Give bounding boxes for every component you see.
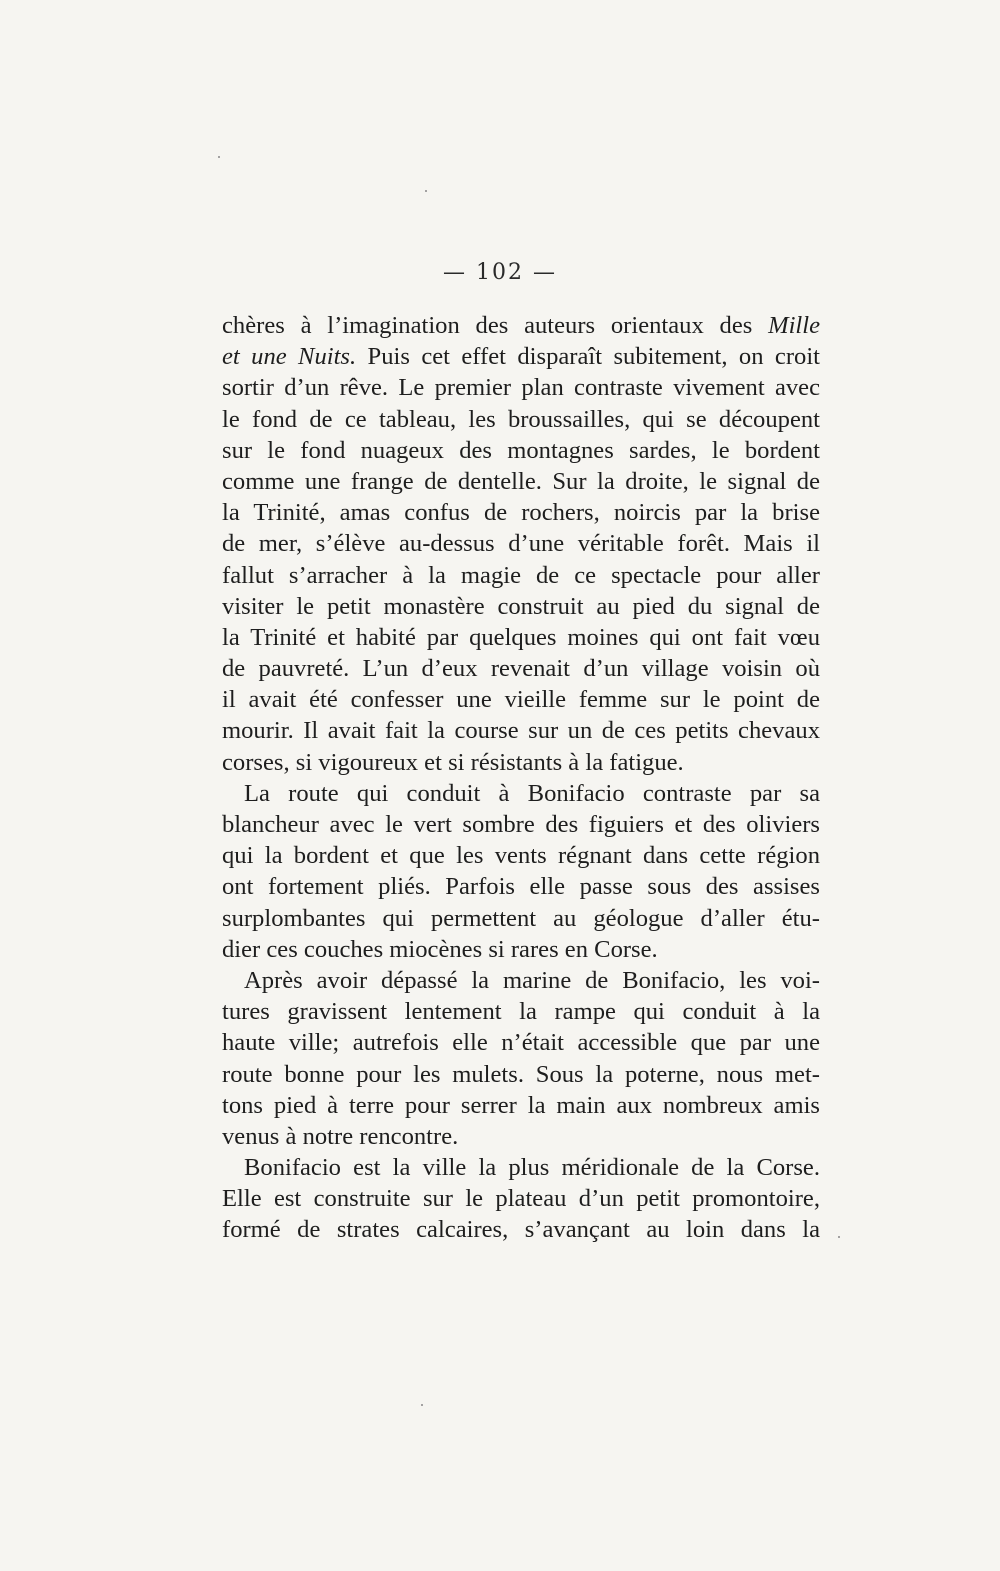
- text-line: [222, 310, 820, 341]
- text-line: [222, 684, 820, 715]
- text-line: [222, 622, 820, 653]
- paragraph: [222, 310, 820, 778]
- text-line: [222, 1121, 820, 1152]
- text-segment: dier ces couches miocènes si rares en Corse.: [222, 935, 658, 963]
- paper-speck: [838, 1236, 840, 1238]
- text-segment: chères à l’imagination des auteurs orientaux des: [222, 312, 769, 339]
- text-segment: Après avoir dépassé la marine de Bonifacio, les voi-: [244, 966, 820, 994]
- text-line: [222, 466, 820, 497]
- text-segment: sortir d’un rêve. Le premier plan contraste vivement avec: [222, 374, 820, 402]
- text-segment: de mer, s’élève au-dessus d’une véritable forêt. Mais il: [222, 530, 820, 558]
- text-segment: Elle est construite sur le plateau d’un petit promontoire,: [222, 1185, 820, 1213]
- text-segment: venus à notre rencontre.: [222, 1122, 459, 1150]
- text-line: [222, 715, 820, 746]
- text-line: [222, 903, 820, 934]
- text-line: [222, 653, 820, 684]
- paragraph: [222, 965, 820, 1152]
- text-segment: de pauvreté. L’un d’eux revenait d’un village voisin où: [222, 655, 820, 683]
- paragraph: [222, 1152, 820, 1246]
- text-segment: tons pied à terre pour serrer la main aux nombreux amis: [222, 1091, 820, 1119]
- text-line: [222, 1214, 820, 1245]
- text-line: [222, 341, 820, 372]
- text-line: [222, 965, 820, 996]
- text-segment: tures gravissent lentement la rampe qui conduit à la: [222, 998, 820, 1026]
- text-line: [222, 1059, 820, 1090]
- text-segment: la Trinité et habité par quelques moines qui ont fait vœu: [222, 623, 820, 651]
- text-line: [222, 435, 820, 466]
- text-line: [222, 934, 820, 965]
- text-line: [222, 996, 820, 1027]
- italic-title: et une Nuits.: [222, 343, 357, 371]
- text-segment: sur le fond nuageux des montagnes sardes, le bordent: [222, 436, 820, 464]
- text-line: [222, 840, 820, 871]
- text-line: [222, 560, 820, 591]
- text-segment: Puis cet effet disparaît subitement, on croit: [356, 343, 820, 371]
- text-segment: qui la bordent et que les vents régnant dans cette région: [222, 842, 820, 870]
- text-line: [222, 747, 820, 778]
- paper-speck: [218, 156, 220, 158]
- text-line: [222, 1090, 820, 1121]
- paper-speck: [425, 190, 427, 192]
- text-segment: fallut s’arracher à la magie de ce spectacle pour aller: [222, 561, 820, 589]
- text-line: [222, 528, 820, 559]
- text-line: [222, 372, 820, 403]
- text-segment: comme une frange de dentelle. Sur la droite, le signal de: [222, 467, 820, 495]
- text-line: [222, 404, 820, 435]
- text-segment: route bonne pour les mulets. Sous la poterne, nous met-: [222, 1060, 820, 1088]
- text-line: [222, 809, 820, 840]
- text-line: [222, 1183, 820, 1214]
- text-segment: il avait été confesser une vieille femme sur le point de: [222, 686, 820, 714]
- text-segment: mourir. Il avait fait la course sur un de ces petits chevaux: [222, 717, 820, 745]
- text-line: [222, 778, 820, 809]
- text-line: [222, 1027, 820, 1058]
- text-line: [222, 497, 820, 528]
- paragraph: [222, 778, 820, 965]
- text-segment: visiter le petit monastère construit au pied du signal de: [222, 592, 820, 620]
- text-segment: blancheur avec le vert sombre des figuiers et des oliviers: [222, 811, 820, 838]
- page-number: — 102 —: [443, 260, 557, 285]
- paper-speck: [421, 1404, 423, 1406]
- text-segment: La route qui conduit à Bonifacio contraste par sa: [244, 779, 820, 807]
- text-line: [222, 591, 820, 622]
- text-segment: haute ville; autrefois elle n’était accessible que par une: [222, 1029, 820, 1057]
- text-segment: formé de strates calcaires, s’avançant au loin dans la: [222, 1216, 820, 1244]
- text-segment: Bonifacio est la ville la plus méridionale de la Corse.: [244, 1154, 820, 1182]
- text-segment: la Trinité, amas confus de rochers, noircis par la brise: [222, 499, 820, 527]
- text-line: [222, 871, 820, 902]
- text-segment: ont fortement pliés. Parfois elle passe sous des assises: [222, 873, 820, 901]
- text-line: [222, 1152, 820, 1183]
- text-segment: corses, si vigoureux et si résistants à la fatigue.: [222, 748, 684, 776]
- text-segment: le fond de ce tableau, les broussailles, qui se découpent: [222, 405, 820, 433]
- body-text: [222, 310, 820, 1246]
- italic-title: Mille: [768, 312, 820, 339]
- text-segment: surplombantes qui permettent au géologue d’aller étu-: [222, 904, 820, 932]
